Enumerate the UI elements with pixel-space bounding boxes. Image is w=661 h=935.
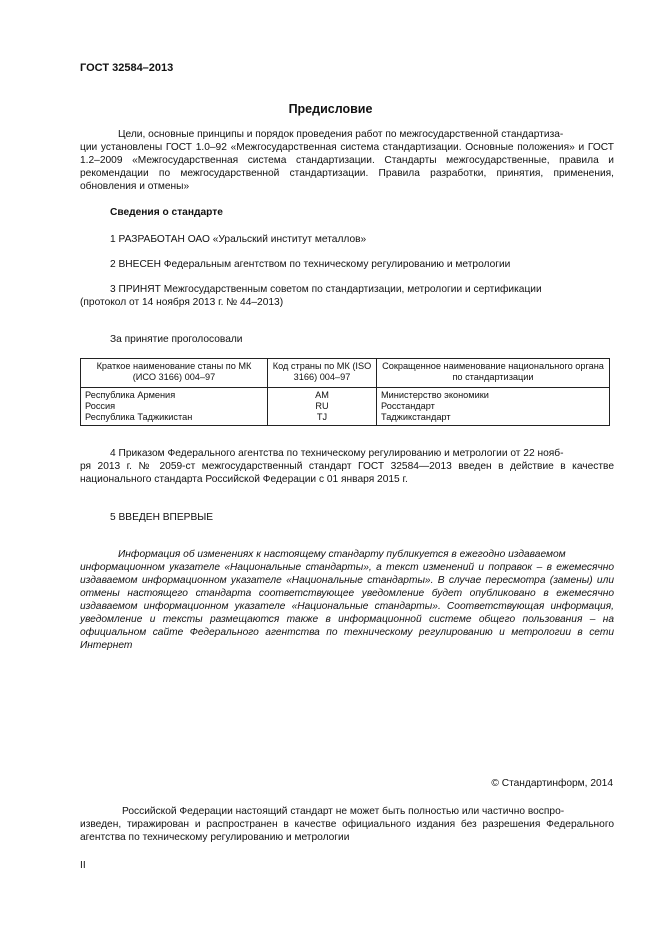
- order-paragraph: [80, 447, 614, 486]
- info-heading: Сведения о стандарте: [110, 207, 223, 218]
- intro-first-line: Цели, основные принципы и порядок проведения работ по межгосударственной стандартиза-: [118, 129, 564, 140]
- table-row: [81, 390, 610, 401]
- table-header-country: Краткое наименование станы по МК (ИСО 3166) 004–97: [81, 359, 268, 388]
- table-header-code: Код страны по МК (ISO 3166) 004–97: [268, 359, 377, 388]
- adopted-first-line: 3 ПРИНЯТ Межгосударственным советом по стандартизации, метрологии и сертификации: [110, 284, 542, 295]
- item-developed: 1 РАЗРАБОТАН ОАО «Уральский институт металлов»: [110, 234, 367, 245]
- table-cell-country: Республика Таджикистан: [81, 412, 268, 426]
- table-cell-body: Министерство экономики: [377, 390, 610, 401]
- page-title: Предисловие: [288, 102, 373, 116]
- table-cell-code: AM: [268, 390, 377, 401]
- table-header-row: [81, 359, 610, 388]
- changes-first-line: Информация об изменениях к настоящему стандарту публикуется в ежегодно издаваемом: [118, 549, 566, 560]
- copyright-notice: © Стандартинформ, 2014: [491, 778, 613, 789]
- changes-info-paragraph: [80, 548, 614, 652]
- table-cell-body: Таджикстандарт: [377, 412, 610, 426]
- table-cell-country: Россия: [81, 401, 268, 412]
- order-rest: ря 2013 г. № 2059-ст межгосударственный стандарт ГОСТ 32584—2013 введен в действие в качестве национального стандарта Российской Федерации с 01 января 2015 г.: [80, 461, 614, 485]
- order-first-line: 4 Приказом Федерального агентства по техническому регулированию и метрологии от 22 нояб-: [110, 448, 564, 459]
- rights-first-line: Российской Федерации настоящий стандарт не может быть полностью или частично воспро-: [122, 806, 565, 817]
- table-cell-code: RU: [268, 401, 377, 412]
- item-introduced: 2 ВНЕСЕН Федеральным агентством по техническому регулированию и метрологии: [110, 259, 511, 270]
- table-cell-body: Росстандарт: [377, 401, 610, 412]
- adopted-rest: (протокол от 14 ноября 2013 г. № 44–2013): [80, 297, 284, 308]
- rights-rest: изведен, тиражирован и распространен в качестве официального издания без разрешения Федерального агентства по техническому регулированию и метрологии: [80, 819, 614, 843]
- changes-rest: информационном указателе «Национальные стандарты», а текст изменений и поправок – в ежемесячно издаваемом информационном указателе «Национальные стандарты». В случае пересмотра (замены) или отмены настоящего стандарта соответствующее уведомление будет опубликовано в ежемесячно издаваемом информационном указателе «Национальные стандарты». Соответствующая информация, уведомление и тексты размещаются также в информационной системе общего пользования – на официальном сайте Федерального агентства по техническому регулированию и метрологии в сети Интернет: [80, 562, 614, 651]
- table-row: [81, 401, 610, 412]
- item-adopted: [80, 283, 614, 309]
- table-row: [81, 412, 610, 426]
- intro-paragraph: [80, 128, 614, 193]
- page-number: II: [80, 860, 86, 871]
- document-code: ГОСТ 32584–2013: [80, 62, 174, 74]
- item-first-time: 5 ВВЕДЕН ВПЕРВЫЕ: [110, 512, 214, 523]
- table-cell-code: TJ: [268, 412, 377, 426]
- table-header-body: Сокращенное наименование национального органа по стандартизации: [377, 359, 610, 388]
- voted-label: За принятие проголосовали: [110, 334, 243, 345]
- intro-rest: ции установлены ГОСТ 1.0–92 «Межгосударственная система стандартизации. Основные положения» и ГОСТ 1.2–2009 «Межгосударственная система стандартизации. Стандарты межгосударственные, правила и рекомендации по межгосударственной стандартизации. Правила разработки, принятия, применения, обновления и отмены»: [80, 142, 614, 192]
- rights-paragraph: [80, 805, 614, 844]
- table-cell-country: Республика Армения: [81, 390, 268, 401]
- voting-table: [80, 358, 610, 426]
